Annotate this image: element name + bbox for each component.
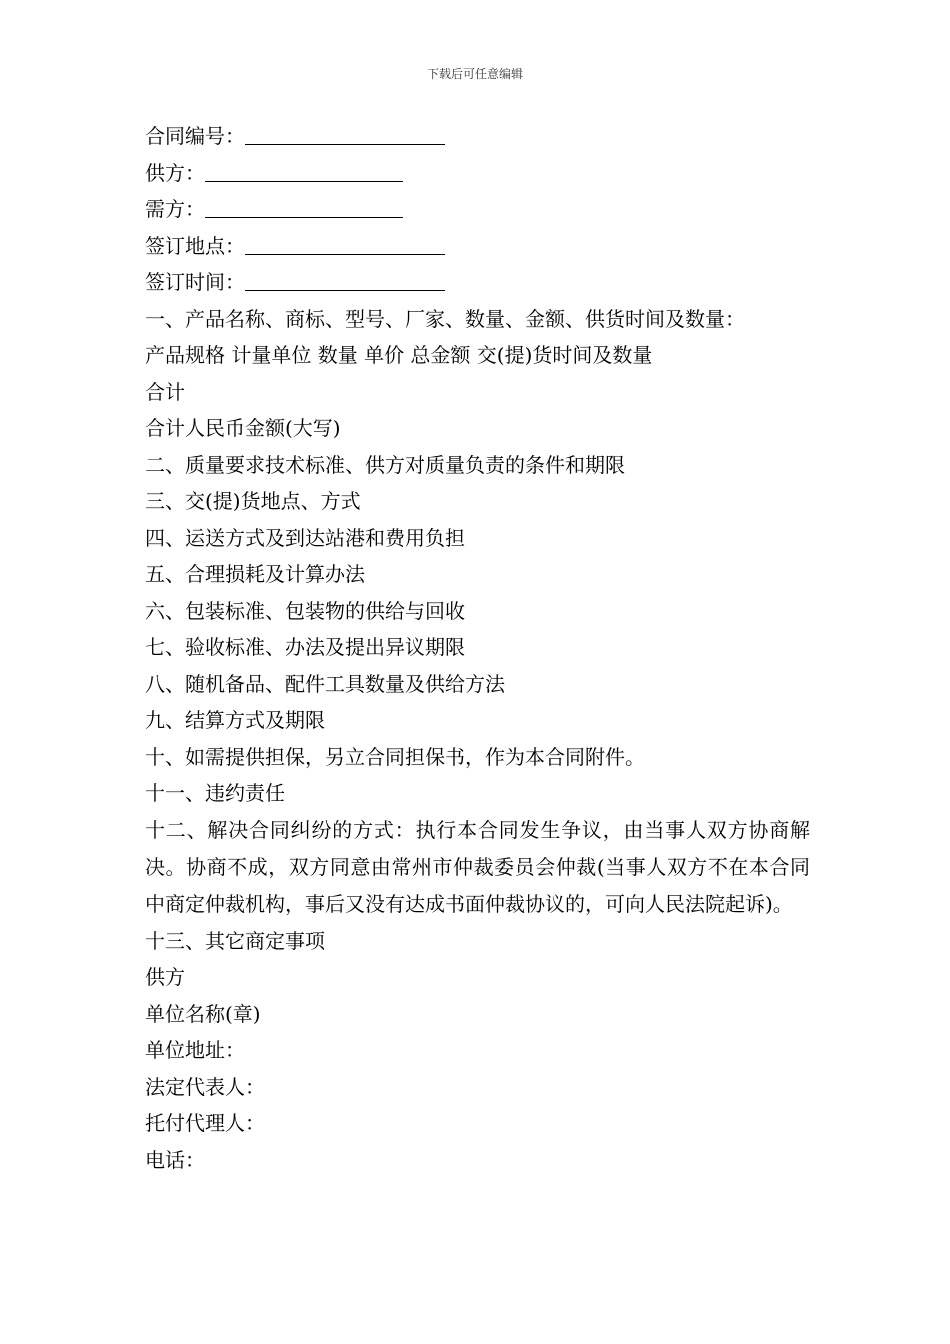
clause-3: 三、交(提)货地点、方式: [145, 489, 361, 513]
clause-6: 六、包装标准、包装物的供给与回收: [145, 598, 465, 623]
signing-time-label: 签订时间：: [145, 270, 245, 294]
buyer-blank: [205, 197, 403, 218]
signing-place-field: [145, 228, 810, 265]
clause-13: 十三、其它商定事项: [145, 928, 325, 953]
unit-name-field: 单位名称(章): [145, 1001, 261, 1026]
unit-address-field: 单位地址：: [145, 1038, 245, 1062]
product-table-header: 产品规格 计量单位 数量 单价 总金额 交(提)货时间及数量: [145, 343, 653, 367]
clause-5: 五、合理损耗及计算办法: [145, 562, 365, 586]
signing-time-field: [145, 264, 810, 301]
header-note: 下载后可任意编辑: [426, 67, 523, 81]
clause-8: 八、随机备品、配件工具数量及供给方法: [145, 671, 505, 696]
contract-number-blank: [245, 124, 445, 145]
supplier-blank: [205, 161, 403, 182]
clause-7: 七、验收标准、办法及提出异议期限: [145, 635, 465, 659]
supplier-field: [145, 155, 810, 192]
clause-1: 一、产品名称、商标、型号、厂家、数量、金额、供货时间及数量：: [145, 306, 745, 331]
clause-10: 十、如需提供担保，另立合同担保书，作为本合同附件。: [145, 744, 645, 769]
buyer-label: 需方：: [145, 197, 205, 221]
clause-4: 四、运送方式及到达站港和费用负担: [145, 525, 465, 550]
supplier-signature-heading: 供方: [145, 965, 185, 989]
signing-place-label: 签订地点：: [145, 233, 245, 258]
signing-place-blank: [245, 234, 445, 255]
signing-time-blank: [245, 270, 445, 291]
clause-2: 二、质量要求技术标准、供方对质量负责的条件和期限: [145, 452, 625, 477]
total-row: 合计: [145, 379, 185, 404]
contract-number-label: 合同编号：: [145, 124, 245, 148]
buyer-field: [145, 191, 810, 228]
clause-11: 十一、违约责任: [145, 781, 285, 805]
clause-12: 十二、解决合同纠纷的方式：执行本合同发生争议，由当事人双方协商解决。协商不成，双方同意由常州市仲裁委员会仲裁(当事人双方不在本合同中商定仲裁机构，事后又没有达成书面仲裁协议的，可向人民法院起诉)。: [145, 817, 810, 916]
legal-representative-field: 法定代表人：: [145, 1074, 265, 1099]
contract-number-field: [145, 118, 810, 155]
entrusted-agent-field: 托付代理人：: [145, 1111, 265, 1135]
supplier-label: 供方：: [145, 160, 205, 185]
phone-field: 电话：: [145, 1147, 205, 1172]
contract-body: [145, 118, 810, 1178]
total-rmb-row: 合计人民币金额(大写): [145, 416, 341, 440]
clause-9: 九、结算方式及期限: [145, 708, 325, 732]
